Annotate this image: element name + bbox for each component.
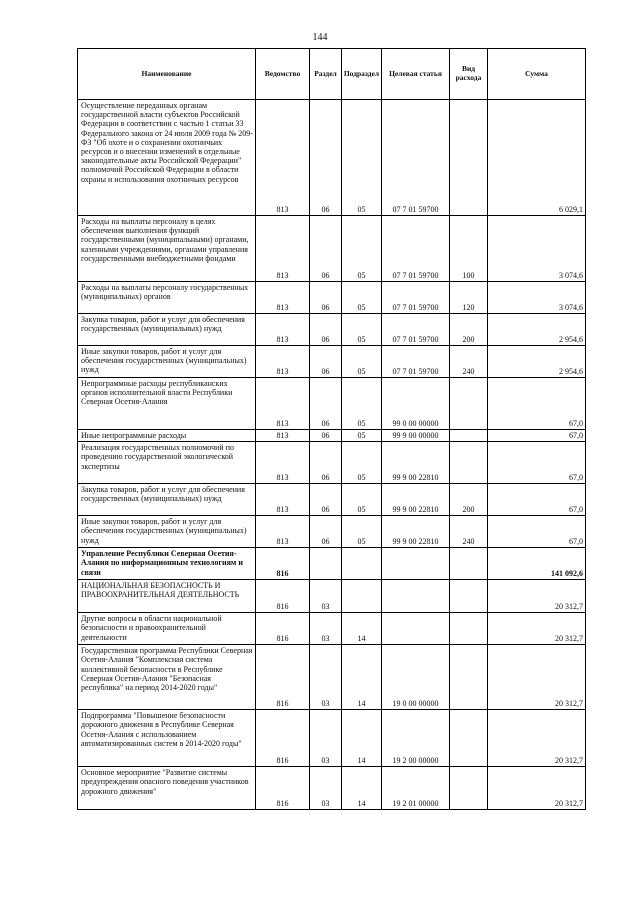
header-target: Целевая статья <box>382 49 450 100</box>
cell-section: 06 <box>310 484 342 516</box>
cell-amount: 20 312,7 <box>488 645 586 710</box>
cell-target: 07 7 01 59700 <box>382 346 450 378</box>
page-number: 144 <box>312 32 328 43</box>
cell-section: 03 <box>310 645 342 710</box>
cell-subsection: 14 <box>342 645 382 710</box>
cell-expense-type: 200 <box>450 314 488 346</box>
cell-name: Государственная программа Республики Северная Осетия-Алания "Комплексная система коллективной безопасности в Республике Северная Осетия-Алания "Безопасная республика" на период 2014-2020 годы" <box>78 645 256 710</box>
cell-dept: 813 <box>256 346 310 378</box>
cell-name: Другие вопросы в области национальной безопасности и правоохранительной деятельности <box>78 613 256 645</box>
cell-section: 03 <box>310 580 342 613</box>
cell-dept: 816 <box>256 645 310 710</box>
cell-name: Осуществление переданных органам государственной власти субъектов Российской Федерации в соответствии с частью 1 статьи 33 Федерального закона от 24 июля 2009 года № 209-ФЗ "Об охоте и о сохранении охотничьих ресурсов и о внесении изменений в отдельные законодательные акты Российской Федерации" полномочий Российской Федерации в области охраны и использования охотничьих ресурсов <box>78 100 256 216</box>
cell-subsection: 05 <box>342 442 382 484</box>
table-row <box>78 484 586 516</box>
cell-amount: 67,0 <box>488 442 586 484</box>
cell-name: Иные закупки товаров, работ и услуг для обеспечения государственных (муниципальных) нужд <box>78 346 256 378</box>
table-row <box>78 548 586 580</box>
table-row <box>78 430 586 442</box>
table-row <box>78 100 586 216</box>
cell-expense-type <box>450 613 488 645</box>
cell-target <box>382 580 450 613</box>
cell-expense-type <box>450 378 488 430</box>
cell-name: Иные непрограммные расходы <box>78 430 256 442</box>
cell-target: 99 9 00 00000 <box>382 430 450 442</box>
table-body <box>78 100 586 810</box>
cell-amount: 141 092,6 <box>488 548 586 580</box>
cell-target <box>382 613 450 645</box>
table-row <box>78 767 586 810</box>
cell-expense-type <box>450 442 488 484</box>
cell-section: 06 <box>310 430 342 442</box>
cell-expense-type <box>450 645 488 710</box>
table-row <box>78 580 586 613</box>
table-row <box>78 645 586 710</box>
cell-target: 07 7 01 59700 <box>382 314 450 346</box>
cell-dept: 816 <box>256 613 310 645</box>
header-subsection: Подраздел <box>342 49 382 100</box>
cell-expense-type: 120 <box>450 282 488 314</box>
table-row <box>78 442 586 484</box>
cell-subsection: 14 <box>342 613 382 645</box>
cell-section: 06 <box>310 516 342 548</box>
cell-expense-type: 200 <box>450 484 488 516</box>
cell-subsection: 05 <box>342 430 382 442</box>
cell-expense-type: 100 <box>450 216 488 282</box>
cell-name: Иные закупки товаров, работ и услуг для обеспечения государственных (муниципальных) нужд <box>78 516 256 548</box>
cell-section: 06 <box>310 314 342 346</box>
table-row <box>78 516 586 548</box>
cell-section: 03 <box>310 710 342 767</box>
cell-dept: 816 <box>256 580 310 613</box>
table-row <box>78 346 586 378</box>
cell-subsection <box>342 548 382 580</box>
table-row <box>78 282 586 314</box>
cell-name: Расходы на выплаты персоналу в целях обеспечения выполнения функций государственными (муниципальными) органами, казенными учреждениями, органами управления государственными внебюджетными фондами <box>78 216 256 282</box>
cell-dept: 816 <box>256 548 310 580</box>
cell-subsection: 05 <box>342 378 382 430</box>
cell-amount: 20 312,7 <box>488 580 586 613</box>
table-row <box>78 314 586 346</box>
cell-amount: 67,0 <box>488 430 586 442</box>
cell-dept: 813 <box>256 100 310 216</box>
cell-expense-type <box>450 100 488 216</box>
cell-subsection: 05 <box>342 516 382 548</box>
cell-dept: 813 <box>256 430 310 442</box>
cell-dept: 813 <box>256 314 310 346</box>
cell-subsection: 05 <box>342 346 382 378</box>
cell-amount: 20 312,7 <box>488 613 586 645</box>
cell-dept: 813 <box>256 442 310 484</box>
cell-name: Реализация государственных полномочий по проведению государственной экологической экспертизы <box>78 442 256 484</box>
cell-amount: 3 074,6 <box>488 282 586 314</box>
cell-name: НАЦИОНАЛЬНАЯ БЕЗОПАСНОСТЬ И ПРАВООХРАНИТЕЛЬНАЯ ДЕЯТЕЛЬНОСТЬ <box>78 580 256 613</box>
cell-section: 06 <box>310 442 342 484</box>
header-dept: Ведомство <box>256 49 310 100</box>
cell-section: 06 <box>310 100 342 216</box>
cell-target: 99 9 00 22810 <box>382 516 450 548</box>
cell-amount: 6 029,1 <box>488 100 586 216</box>
cell-subsection: 14 <box>342 710 382 767</box>
table-row <box>78 613 586 645</box>
cell-expense-type <box>450 767 488 810</box>
cell-name: Расходы на выплаты персоналу государственных (муниципальных) органов <box>78 282 256 314</box>
cell-amount: 20 312,7 <box>488 710 586 767</box>
cell-amount: 3 074,6 <box>488 216 586 282</box>
cell-expense-type: 240 <box>450 346 488 378</box>
cell-target: 19 2 01 00000 <box>382 767 450 810</box>
cell-target: 07 7 01 59700 <box>382 282 450 314</box>
cell-subsection: 05 <box>342 216 382 282</box>
cell-subsection: 05 <box>342 484 382 516</box>
cell-dept: 813 <box>256 216 310 282</box>
cell-name: Закупка товаров, работ и услуг для обеспечения государственных (муниципальных) нужд <box>78 314 256 346</box>
budget-table <box>77 48 586 810</box>
cell-name: Непрограммные расходы республиканских органов исполнительной власти Республики Северная Осетия-Алания <box>78 378 256 430</box>
table-row <box>78 710 586 767</box>
cell-expense-type <box>450 580 488 613</box>
cell-subsection: 14 <box>342 767 382 810</box>
cell-target: 19 2 00 00000 <box>382 710 450 767</box>
header-name: Наименование <box>78 49 256 100</box>
table-header-row <box>78 49 586 100</box>
cell-name: Подпрограмма "Повышение безопасности дорожного движения в Республике Северная Осетия-Алания с использованием автоматизированных систем в 2014-2020 годы" <box>78 710 256 767</box>
cell-amount: 2 954,6 <box>488 314 586 346</box>
cell-section <box>310 548 342 580</box>
cell-section: 03 <box>310 767 342 810</box>
cell-section: 06 <box>310 346 342 378</box>
cell-expense-type <box>450 430 488 442</box>
cell-name: Управление Республики Северная Осетия-Алания по информационным технологиям и связи <box>78 548 256 580</box>
cell-section: 03 <box>310 613 342 645</box>
cell-expense-type: 240 <box>450 516 488 548</box>
cell-target: 99 9 00 22810 <box>382 484 450 516</box>
cell-subsection: 05 <box>342 314 382 346</box>
cell-section: 06 <box>310 378 342 430</box>
cell-target: 99 0 00 00000 <box>382 378 450 430</box>
table-row <box>78 216 586 282</box>
cell-subsection <box>342 580 382 613</box>
header-section: Раздел <box>310 49 342 100</box>
cell-dept: 813 <box>256 516 310 548</box>
cell-dept: 813 <box>256 282 310 314</box>
cell-target: 99 9 00 22810 <box>382 442 450 484</box>
cell-amount: 67,0 <box>488 484 586 516</box>
cell-dept: 813 <box>256 378 310 430</box>
cell-expense-type <box>450 710 488 767</box>
table-row <box>78 378 586 430</box>
cell-section: 06 <box>310 282 342 314</box>
cell-target: 07 7 01 59700 <box>382 100 450 216</box>
cell-name: Основное мероприятие "Развитие системы предупреждения опасного поведения участников дорожного движения" <box>78 767 256 810</box>
cell-amount: 67,0 <box>488 378 586 430</box>
cell-subsection: 05 <box>342 282 382 314</box>
cell-target: 19 0 00 00000 <box>382 645 450 710</box>
cell-subsection: 05 <box>342 100 382 216</box>
cell-dept: 813 <box>256 484 310 516</box>
cell-expense-type <box>450 548 488 580</box>
cell-target: 07 7 01 59700 <box>382 216 450 282</box>
cell-amount: 20 312,7 <box>488 767 586 810</box>
cell-dept: 816 <box>256 710 310 767</box>
cell-amount: 2 954,6 <box>488 346 586 378</box>
header-amount: Сумма <box>488 49 586 100</box>
cell-dept: 816 <box>256 767 310 810</box>
cell-section: 06 <box>310 216 342 282</box>
cell-name: Закупка товаров, работ и услуг для обеспечения государственных (муниципальных) нужд <box>78 484 256 516</box>
cell-target <box>382 548 450 580</box>
cell-amount: 67,0 <box>488 516 586 548</box>
header-expense-type: Вид расхода <box>450 49 488 100</box>
